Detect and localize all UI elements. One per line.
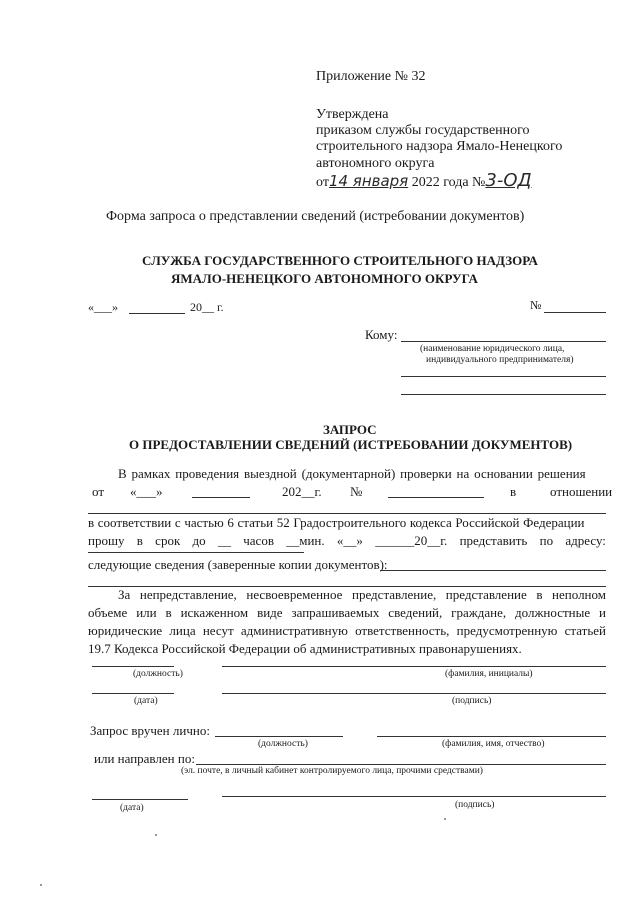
scan-speck [40,884,42,886]
order-date-line [316,172,532,191]
liability-paragraph: За непредставление, несвоевременное представление, представление в неполном объеме или в искаженном виде запрашиваемых сведений, граждане, должностные и юридические лица несут административную ответственность, предусмотренную статьей 19.7 Кодекса Российской Федерации об административных правонарушениях. [88,587,606,656]
word-v: в [136,533,143,548]
handed-position-hint: (должность) [258,739,308,749]
handed-label: Запрос вручен лично: [90,723,210,738]
delivery-signature-hint: (подпись) [455,800,495,810]
approved-label: Утверждена [316,107,389,122]
handed-position-line[interactable] [215,736,343,737]
body-number-line[interactable] [388,497,484,498]
date-prefix: от [316,175,329,190]
address-line[interactable] [88,552,304,553]
handwritten-date: 14 января [328,172,409,190]
body-month-line[interactable] [192,497,250,498]
number-label: № [530,298,542,312]
delivery-date-hint: (дата) [120,803,144,813]
documents-line[interactable] [380,570,606,571]
date-year: 20__ г. [190,300,224,314]
order-line-2: строительного надзора Ямало-Ненецкого [316,139,563,154]
fio-line[interactable] [222,666,606,667]
word-po: по [539,533,554,548]
handed-fio-hint: (фамилия, имя, отчество) [442,739,545,749]
scan-speck [155,834,157,836]
order-line-1: приказом службы государственного [316,123,530,138]
body-line-5: следующие сведения (заверенные копии документов): [88,557,388,572]
body-regard-2: отношении [550,484,613,499]
handwritten-number: 3-ОД [485,170,532,191]
agency-line-1: СЛУЖБА ГОСУДАРСТВЕННОГО СТРОИТЕЛЬНОГО НАДЗОРА [142,253,538,268]
date-open: «___» [88,300,118,314]
word-predstavit: представить [459,533,528,548]
word-proshu: прошу [88,533,125,548]
fio-hint: (фамилия, инициалы) [445,669,533,679]
position-line[interactable] [92,666,174,667]
order-line-3: автономного округа [316,156,435,171]
request-title-2: О ПРЕДОСТАВЛЕНИИ СВЕДЕНИЙ (ИСТРЕБОВАНИИ ДОКУМЕНТОВ) [129,437,573,452]
day-blank[interactable]: «__» [336,533,363,548]
to-field-line-2[interactable] [401,376,606,377]
number-line[interactable] [544,312,606,313]
request-title-1: ЗАПРОС [323,422,377,437]
body-no: № [350,484,363,499]
form-title: Форма запроса о представлении сведений (истребовании документов) [106,209,525,224]
body-line-1: В рамках проведения выездной (документарной) проверки на основании решения [118,466,586,481]
body-date: «___» [130,484,163,499]
to-field-line-3[interactable] [401,394,606,395]
handed-fio-line[interactable] [377,736,606,737]
word-adresu: адресу: [565,533,606,548]
minutes-blank[interactable]: __мин. [286,533,325,548]
date-month-line[interactable] [129,313,185,314]
sent-line[interactable] [196,764,606,765]
sent-hint: (эл. почте, в личный кабинет контролируемого лица, прочими средствами) [181,766,483,776]
date-line[interactable] [92,693,174,694]
delivery-signature-line[interactable] [222,796,606,797]
to-hint-2: индивидуального предпринимателя) [426,355,574,365]
signature-hint: (подпись) [452,696,492,706]
body-entity-line[interactable] [88,513,606,514]
to-field-line[interactable] [401,341,606,342]
body-regard: в [510,484,517,499]
body-line-4 [88,533,606,549]
date-hint: (дата) [134,696,158,706]
body-year: 202__г. [282,484,322,499]
word-chasov: часов [243,533,274,548]
position-hint: (должность) [133,669,183,679]
word-do: до [192,533,206,548]
scan-speck [444,818,446,820]
agency-line-2: ЯМАЛО-НЕНЕЦКОГО АВТОНОМНОГО ОКРУГА [171,271,478,286]
to-label: Кому: [365,327,398,342]
body-line-3: в соответствии с частью 6 статьи 52 Градостроительного кодекса Российской Федерации [88,515,585,530]
body-ot: от [92,484,105,499]
date-year: 2022 года № [411,175,486,190]
signature-line[interactable] [222,693,606,694]
hours-blank[interactable]: __ [217,533,231,548]
sent-label: или направлен по: [94,751,195,766]
to-hint-1: (наименование юридического лица, [420,344,565,354]
year-blank[interactable]: ______20__г. [375,533,448,548]
appendix-label: Приложение № 32 [316,69,426,84]
word-srok: срок [155,533,181,548]
delivery-date-line[interactable] [92,799,188,800]
